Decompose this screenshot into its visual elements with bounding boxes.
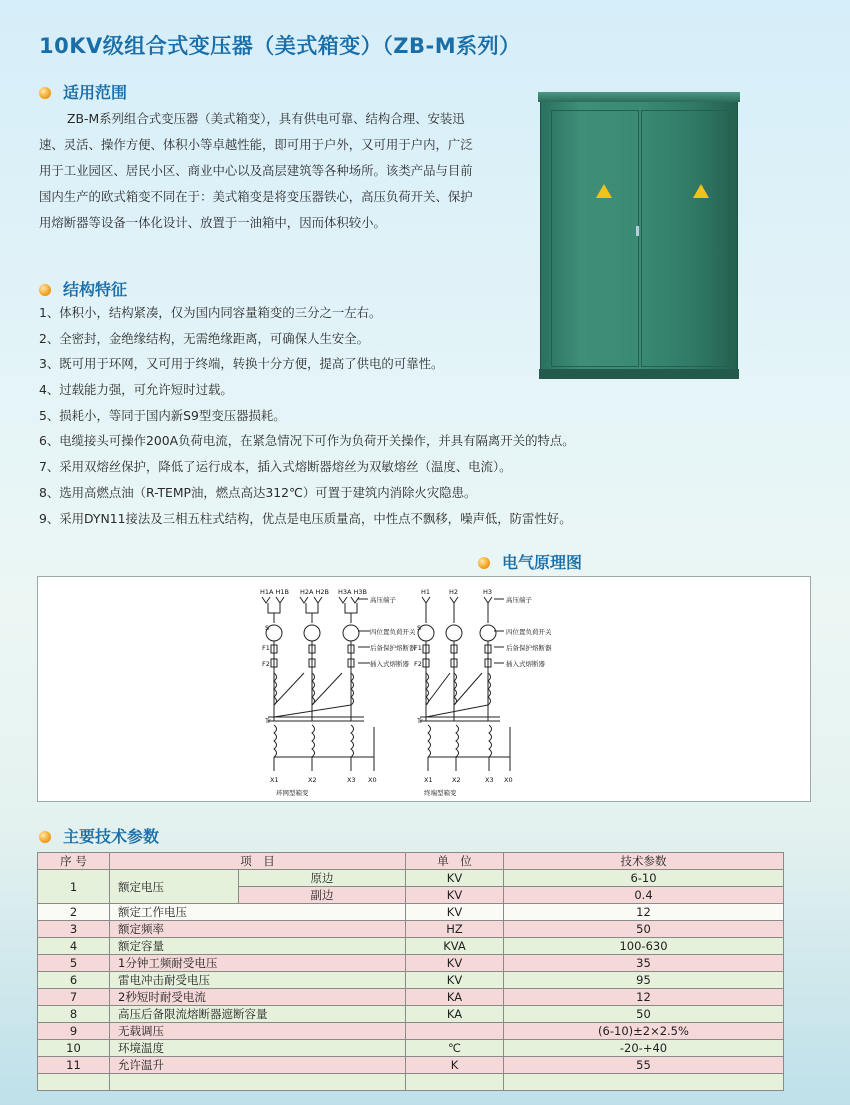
cell-no: 3 [38, 921, 110, 938]
left-fuse-plugin-label: 插入式熔断器 [370, 660, 409, 668]
header-value: 技术参数 [504, 853, 784, 870]
cell-value: 50 [504, 921, 784, 938]
list-item: 7、采用双熔丝保护，降低了运行成本，插入式熔断器熔丝为双敏熔丝（温度、电流）。 [39, 459, 512, 475]
section-diagram-heading [478, 550, 582, 573]
cell-item: 允许温升 [110, 1057, 406, 1074]
table-row [38, 955, 784, 972]
right-caption: 终端型箱变 [424, 789, 457, 797]
left-tr-label: Tr [265, 717, 271, 725]
cell-unit: KV [406, 955, 504, 972]
right-fuse-backup-label: 后备保护熔断器 [506, 644, 552, 652]
cell-no: 6 [38, 972, 110, 989]
cell-value: 12 [504, 989, 784, 1006]
header-item: 项 目 [110, 853, 406, 870]
cell-item: 额定电压 [110, 870, 239, 904]
left-fuse-backup-label: 后备保护熔断器 [370, 644, 416, 652]
cabinet-roof [538, 92, 740, 102]
section-scope-label: 适用范围 [63, 83, 128, 102]
cell-unit: KA [406, 1006, 504, 1023]
right-f1-label: F1 [414, 644, 422, 652]
warning-triangle-icon [596, 184, 612, 198]
right-hv-terminal-label: 高压端子 [506, 596, 532, 604]
table-row [38, 1074, 784, 1091]
list-item: 8、选用高燃点油（R-TEMP油，燃点高达312℃）可置于建筑内消除火灾隐患。 [39, 484, 477, 500]
cell-unit: KVA [406, 938, 504, 955]
cell-no: 11 [38, 1057, 110, 1074]
cell-unit: ℃ [406, 1040, 504, 1057]
left-x1-label: X1 [270, 776, 279, 784]
cell-value: 12 [504, 904, 784, 921]
cell-value: 6-10 [504, 870, 784, 887]
left-caption: 环网型箱变 [276, 789, 309, 797]
left-f1-label: F1 [262, 644, 270, 652]
cell-unit [406, 1074, 504, 1091]
cell-value: 55 [504, 1057, 784, 1074]
right-switch-label: 四位置负荷开关 [506, 628, 552, 636]
right-s-label: S [417, 624, 422, 632]
cell-no: 10 [38, 1040, 110, 1057]
left-s-label: S [265, 624, 270, 632]
list-item: 9、采用DYN11接法及三相五柱式结构，优点是电压质量高，中性点不飘移，噪声低，防雷性好。 [39, 510, 572, 526]
warning-triangle-icon [693, 184, 709, 198]
cell-unit: KV [406, 870, 504, 887]
right-tr-label: Tr [417, 717, 423, 725]
cell-unit: K [406, 1057, 504, 1074]
params-table [37, 852, 784, 1091]
table-row [38, 1057, 784, 1074]
cell-no: 9 [38, 1023, 110, 1040]
cell-item [110, 1074, 406, 1091]
section-params-heading [39, 824, 159, 847]
right-f2-label: F2 [414, 660, 422, 668]
cell-value: 35 [504, 955, 784, 972]
cell-item: 环境温度 [110, 1040, 406, 1057]
table-row [38, 972, 784, 989]
left-top-label-1: H1A H1B [260, 588, 290, 596]
cell-value: 100-630 [504, 938, 784, 955]
cabinet-handle [636, 226, 639, 236]
features-list [39, 300, 639, 531]
section-params-label: 主要技术参数 [63, 827, 160, 846]
table-row [38, 1006, 784, 1023]
right-circuit [418, 597, 510, 771]
cell-subitem: 副边 [239, 887, 406, 904]
right-x3-label: X3 [485, 776, 494, 784]
cell-no: 2 [38, 904, 110, 921]
cell-unit: KV [406, 972, 504, 989]
cell-value [504, 1074, 784, 1091]
cell-unit: KV [406, 887, 504, 904]
orange-bullet-icon [39, 831, 51, 843]
cell-item: 额定容量 [110, 938, 406, 955]
left-x0-label: X0 [368, 776, 377, 784]
left-circuit [262, 597, 374, 771]
left-switch-label: 四位置负荷开关 [370, 628, 416, 636]
left-f2-label: F2 [262, 660, 270, 668]
page-title: 10KV级组合式变压器（美式箱变）（ZB-M系列） [39, 34, 521, 58]
orange-bullet-icon [478, 557, 490, 569]
cell-value: (6-10)±2×2.5% [504, 1023, 784, 1040]
scope-paragraph [39, 106, 479, 236]
cell-item: 2秒短时耐受电流 [110, 989, 406, 1006]
cell-value: 0.4 [504, 887, 784, 904]
section-diagram-label: 电气原理图 [502, 553, 583, 572]
section-features-label: 结构特征 [63, 280, 128, 299]
cell-item: 雷电冲击耐受电压 [110, 972, 406, 989]
schematic-svg [38, 577, 812, 803]
right-fuse-plugin-label: 插入式熔断器 [506, 660, 545, 668]
cell-no: 5 [38, 955, 110, 972]
table-row [38, 1023, 784, 1040]
table-row [38, 921, 784, 938]
cell-item: 额定频率 [110, 921, 406, 938]
cabinet-door-right [641, 110, 729, 367]
left-top-label-3: H3A H3B [338, 588, 368, 596]
cell-subitem: 原边 [239, 870, 406, 887]
cell-item: 1分钟工频耐受电压 [110, 955, 406, 972]
left-x2-label: X2 [308, 776, 317, 784]
section-features-heading [39, 277, 127, 300]
cell-unit: HZ [406, 921, 504, 938]
cell-item: 额定工作电压 [110, 904, 406, 921]
orange-bullet-icon [39, 87, 51, 99]
cell-no: 8 [38, 1006, 110, 1023]
left-x3-label: X3 [347, 776, 356, 784]
cell-no [38, 1074, 110, 1091]
left-hv-terminal-label: 高压端子 [370, 596, 396, 604]
cell-unit [406, 1023, 504, 1040]
cell-value: 50 [504, 1006, 784, 1023]
list-item: 3、既可用于环网，又可用于终端，转换十分方便，提高了供电的可靠性。 [39, 356, 444, 372]
list-item: 6、电缆接头可操作200A负荷电流，在紧急情况下可作为负荷开关操作，并具有隔离开关的特点。 [39, 433, 575, 449]
cell-item: 无载调压 [110, 1023, 406, 1040]
list-item: 2、全密封，金绝缘结构，无需绝缘距离，可确保人生安全。 [39, 330, 370, 346]
cell-no: 1 [38, 870, 110, 904]
cell-no: 7 [38, 989, 110, 1006]
header-no: 序 号 [38, 853, 110, 870]
table-row [38, 904, 784, 921]
right-x1-label: X1 [424, 776, 433, 784]
cell-value: -20-+40 [504, 1040, 784, 1057]
cell-value: 95 [504, 972, 784, 989]
cell-unit: KV [406, 904, 504, 921]
table-row [38, 870, 784, 887]
table-row [38, 1040, 784, 1057]
table-row [38, 989, 784, 1006]
list-item: 4、过载能力强，可允许短时过载。 [39, 382, 233, 398]
cell-no: 4 [38, 938, 110, 955]
orange-bullet-icon [39, 284, 51, 296]
cell-unit: KA [406, 989, 504, 1006]
right-top-label-2: H2 [449, 588, 459, 596]
section-scope-heading [39, 80, 127, 103]
scope-text: ZB-M系列组合式变压器（美式箱变），具有供电可靠、结构合理、安装迅速、灵活、操作方便、体积小等卓越性能，即可用于户外，又可用于户内，广泛用于工业园区、居民小区、商业中心以及高层建筑等各种场所。该类产品与目前国内生产的欧式箱变不同在于：美式箱变是将变压器铁心，高压负荷开关、保护用熔断器等设备一体化设计、放置于一油箱中，因而体积较小。 [39, 111, 473, 230]
cell-item: 高压后备限流熔断器遮断容量 [110, 1006, 406, 1023]
right-top-label-3: H3 [483, 588, 493, 596]
right-top-label-1: H1 [421, 588, 431, 596]
list-item: 1、体积小，结构紧凑，仅为国内同容量箱变的三分之一左右。 [39, 305, 382, 320]
electrical-schematic [37, 576, 811, 802]
left-top-label-2: H2A H2B [300, 588, 330, 596]
right-x2-label: X2 [452, 776, 461, 784]
header-unit: 单 位 [406, 853, 504, 870]
table-row [38, 938, 784, 955]
table-header-row [38, 853, 784, 870]
right-x0-label: X0 [504, 776, 513, 784]
list-item: 5、损耗小，等同于国内新S9型变压器损耗。 [39, 407, 286, 423]
